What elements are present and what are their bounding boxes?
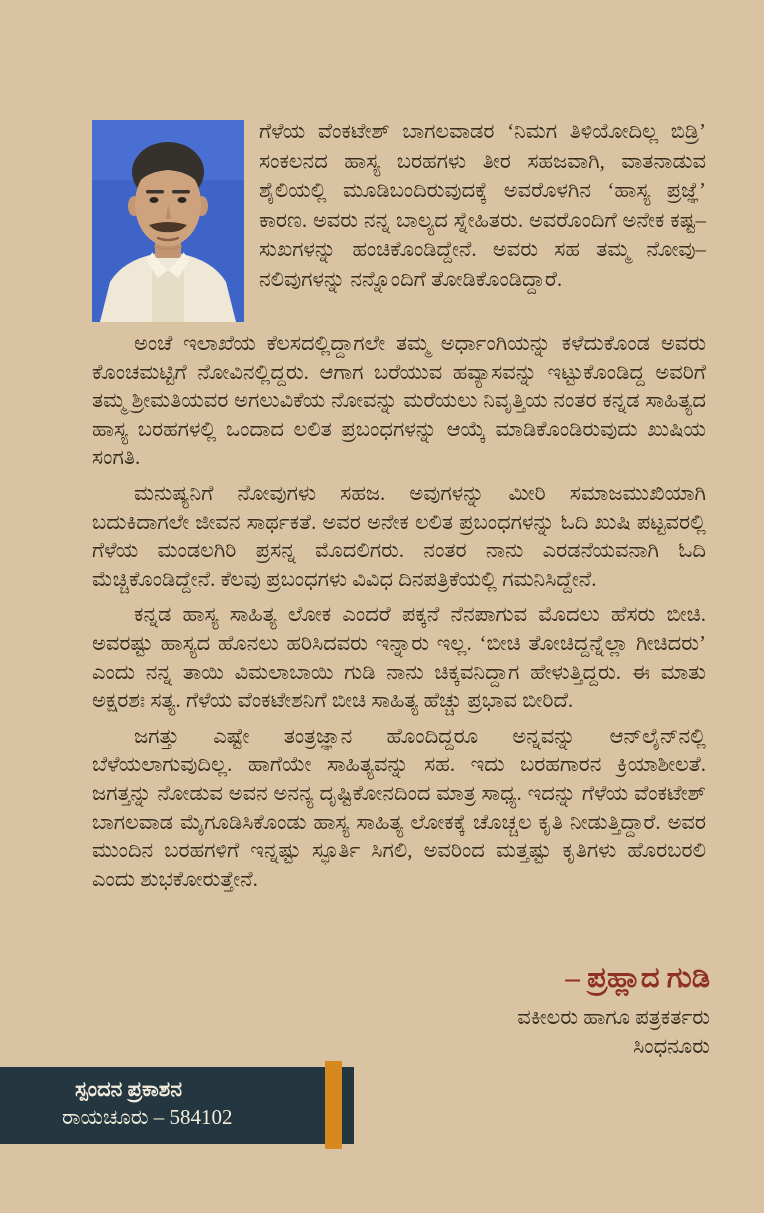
body-text-block [92, 117, 706, 900]
publisher-address: ರಾಯಚೂರು – 584102 [62, 1105, 233, 1129]
signature-name: – ಪ್ರಹ್ಲಾದ ಗುಡಿ [565, 962, 710, 994]
signature-block [92, 960, 710, 1060]
author-portrait-graphic [92, 120, 244, 322]
body-paragraph-3: ಕನ್ನಡ ಹಾಸ್ಯ ಸಾಹಿತ್ಯ ಲೋಕ ಎಂದರೆ ಪಕ್ಕನೆ ನೆನಪಾಗುವ ಮೊದಲು ಹೆಸರು ಬೀಚಿ. ಅವರಷ್ಟು ಹಾಸ್ಯದ ಹೊನಲು ಹರಿಸಿದವರು ಇನ್ನಾರು ಇಲ್ಲ. ‘ಬೀಚಿ ತೋಚಿದ್ದನ್ನೆಲ್ಲಾ ಗೀಚಿದರು’ ಎಂದು ನನ್ನ ತಾಯಿ ವಿಮಲಾಬಾಯಿ ಗುಡಿ ನಾನು ಚಿಕ್ಕವನಿದ್ದಾಗ ಹೇಳುತ್ತಿದ್ದರು. ಈ ಮಾತು ಅಕ್ಷರಶಃ ಸತ್ಯ. ಗೆಳೆಯ ವೆಂಕಟೇಶನಿಗೆ ಬೀಚಿ ಸಾಹಿತ್ಯ ಹೆಚ್ಚು ಪ್ರಭಾವ ಬೀರಿದೆ. [92, 602, 706, 713]
body-paragraph-2: ಮನುಷ್ಯನಿಗೆ ನೋವುಗಳು ಸಹಜ. ಅವುಗಳನ್ನು ಮೀರಿ ಸಮಾಜಮುಖಿಯಾಗಿ ಬದುಕಿದಾಗಲೇ ಜೀವನ ಸಾರ್ಥಕತೆ. ಅವರ ಅನೇಕ ಲಲಿತ ಪ್ರಬಂಧಗಳನ್ನು ಓದಿ ಖುಷಿ ಪಟ್ಟವರಲ್ಲಿ ಗೆಳೆಯ ಮಂಡಲಗಿರಿ ಪ್ರಸನ್ನ ಮೊದಲಿಗರು. ನಂತರ ನಾನು ಎರಡನೆಯವನಾಗಿ ಓದಿ ಮೆಚ್ಚಿಕೊಂಡಿದ್ದೇನೆ. ಕೆಲವು ಪ್ರಬಂಧಗಳು ವಿವಿಧ ದಿನಪತ್ರಿಕೆಯಲ್ಲಿ ಗಮನಿಸಿದ್ದೇನೆ. [92, 480, 706, 591]
signature-role: ವಕೀಲರು ಹಾಗೂ ಪತ್ರಕರ್ತರು [517, 1005, 710, 1029]
body-paragraph-1: ಅಂಚೆ ಇಲಾಖೆಯ ಕೆಲಸದಲ್ಲಿದ್ದಾಗಲೇ ತಮ್ಮ ಅರ್ಧಾಂಗಿಯನ್ನು ಕಳೆದುಕೊಂಡ ಅವರು ಕೊಂಚಮಟ್ಟಿಗೆ ನೋವಿನಲ್ಲಿದ್ದರು. ಆಗಾಗ ಬರೆಯುವ ಹವ್ಯಾಸವನ್ನು ಇಟ್ಟುಕೊಂಡಿದ್ದ ಅವರಿಗೆ ತಮ್ಮ ಶ್ರೀಮತಿಯವರ ಅಗಲುವಿಕೆಯ ನೋವನ್ನು ಮರೆಯಲು ನಿವೃತ್ತಿಯ ನಂತರ ಕನ್ನಡ ಸಾಹಿತ್ಯದ ಹಾಸ್ಯ ಬರಹಗಳಲ್ಲಿ ಒಂದಾದ ಲಲಿತ ಪ್ರಬಂಧಗಳನ್ನು ಆಯ್ಕೆ ಮಾಡಿಕೊಂಡಿರುವುದು ಖುಷಿಯ ಸಂಗತಿ. [92, 331, 706, 470]
intro-paragraph: ಗೆಳೆಯ ವೆಂಕಟೇಶ್ ಬಾಗಲವಾಡರ ‘ನಿಮಗ ತಿಳಿಯೋದಿಲ್ಲ ಬಿಡ್ರಿ’ ಸಂಕಲನದ ಹಾಸ್ಯ ಬರಹಗಳು ತೀರ ಸಹಜವಾಗಿ, ವಾತನಾಡುವ ಶೈಲಿಯಲ್ಲಿ ಮೂಡಿಬಂದಿರುವುದಕ್ಕೆ ಅವರೊಳಗಿನ ‘ಹಾಸ್ಯ ಪ್ರಜ್ಞೆ’ ಕಾರಣ. ಅವರು ನನ್ನ ಬಾಲ್ಯದ ಸ್ನೇಹಿತರು. ಅವರೊಂದಿಗೆ ಅನೇಕ ಕಷ್ಟ–ಸುಖಗಳನ್ನು ಹಂಚಿಕೊಂಡಿದ್ದೇನೆ. ಅವರು ಸಹ ತಮ್ಮ ನೋವು–ನಲಿವುಗಳನ್ನು ನನ್ನೊಂದಿಗೆ ತೋಡಿಕೊಂಡಿದ್ದಾರೆ. [259, 119, 706, 291]
publisher-name: ಸ್ಪಂದನ ಪ್ರಕಾಶನ [75, 1077, 182, 1101]
publisher-bar [0, 1067, 354, 1144]
author-photo [92, 120, 244, 322]
signature-place: ಸಿಂಧನೂರು [633, 1034, 710, 1058]
body-paragraph-4: ಜಗತ್ತು ಎಷ್ಟೇ ತಂತ್ರಜ್ಞಾನ ಹೊಂದಿದ್ದರೂ ಅನ್ನವನ್ನು ಆನ್‌ಲೈನ್‌ನಲ್ಲಿ ಬೆಳೆಯಲಾಗುವುದಿಲ್ಲ. ಹಾಗೆಯೇ ಸಾಹಿತ್ಯವನ್ನು ಸಹ. ಇದು ಬರಹಗಾರನ ಕ್ರಿಯಾಶೀಲತೆ. ಜಗತ್ತನ್ನು ನೋಡುವ ಅವನ ಅನನ್ಯ ದೃಷ್ಟಿಕೋನದಿಂದ ಮಾತ್ರ ಸಾಧ್ಯ. ಇದನ್ನು ಗೆಳೆಯ ವೆಂಕಟೇಶ್ ಬಾಗಲವಾಡ ಮೈಗೂಡಿಸಿಕೊಂಡು ಹಾಸ್ಯ ಸಾಹಿತ್ಯ ಲೋಕಕ್ಕೆ ಚೊಚ್ಚಲ ಕೃತಿ ನೀಡುತ್ತಿದ್ದಾರೆ. ಅವರ ಮುಂದಿನ ಬರಹಗಳಿಗೆ ಇನ್ನಷ್ಟು ಸ್ಫೂರ್ತಿ ಸಿಗಲಿ, ಅವರಿಂದ ಮತ್ತಷ್ಟು ಕೃತಿಗಳು ಹೊರಬರಲಿ ಎಂದು ಶುಭಕೋರುತ್ತೇನೆ. [92, 723, 706, 891]
author-intro-section [92, 117, 706, 322]
accent-stripe [325, 1061, 342, 1149]
